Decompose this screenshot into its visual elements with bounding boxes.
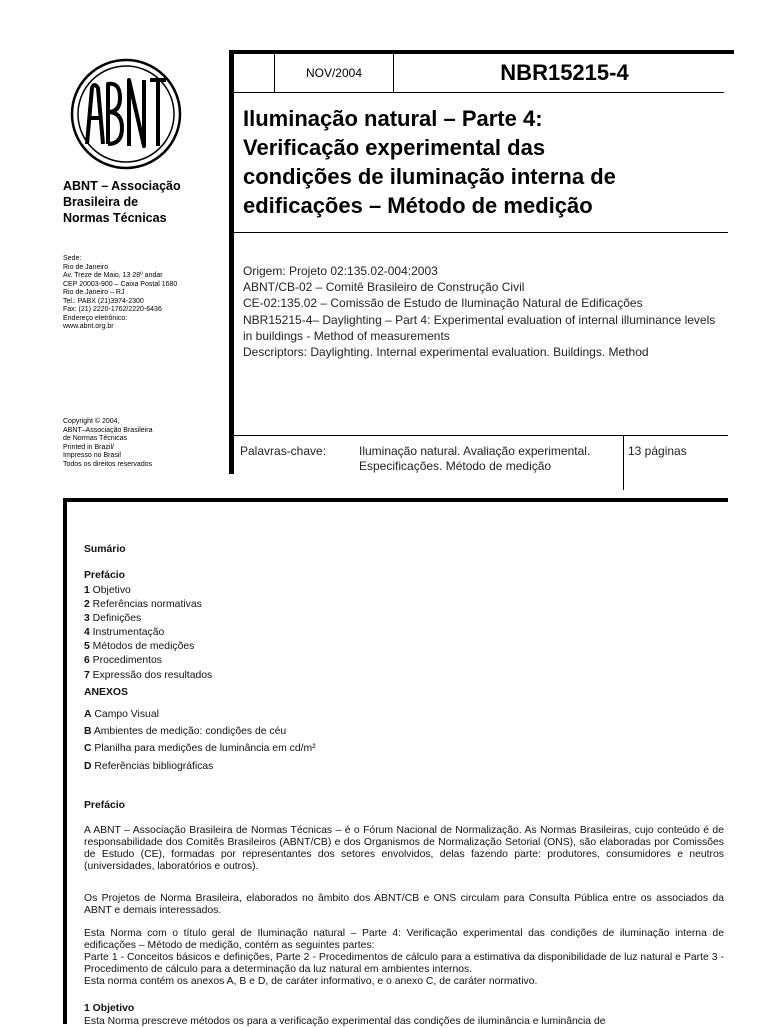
summary-title: Sumário bbox=[84, 544, 126, 555]
toc-item[interactable]: 6 Procedimentos bbox=[84, 655, 162, 667]
body-top-rule bbox=[63, 498, 728, 502]
title-line: Iluminação natural – Parte 4: bbox=[243, 106, 543, 131]
toc-item[interactable]: 2 Referências normativas bbox=[84, 599, 202, 611]
title-line: condições de iluminação interna de bbox=[243, 164, 616, 189]
copyright-line: ABNT–Associação Brasileira bbox=[63, 426, 153, 434]
annex-item[interactable]: A Campo Visual bbox=[84, 709, 159, 720]
document-title bbox=[243, 104, 713, 220]
toc-preface[interactable]: Prefácio bbox=[84, 570, 126, 581]
objective-heading: 1 Objetivo bbox=[84, 1003, 135, 1014]
annexes-list bbox=[84, 706, 724, 775]
paragraph-line: Esta norma contém os anexos A, B e D, de caráter informativo, e o anexo C, de caráter normativo. bbox=[84, 976, 538, 987]
org-name-line: ABNT – Associação bbox=[63, 179, 181, 193]
origin-line: ABNT/CB-02 – Comitê Brasileiro de Construção Civil bbox=[243, 280, 525, 295]
copyright-notice bbox=[63, 418, 233, 469]
copyright-line: Printed in Brazil/ bbox=[63, 443, 114, 451]
keywords-value: Iluminação natural. Avaliação experimental. Especificações. Método de medição bbox=[359, 444, 591, 473]
copyright-line: Todos os direitos reservados bbox=[63, 460, 153, 468]
header-left-rule bbox=[229, 50, 234, 474]
origin-line: Origem: Projeto 02:135.02-004:2003 bbox=[243, 264, 438, 278]
toc-item[interactable]: 1 Objetivo bbox=[84, 585, 131, 596]
address-line: CEP 20003-900 – Caixa Postal 1680 bbox=[63, 280, 178, 288]
origin-line: CE-02:135.02 – Comissão de Estudo de Iluminação Natural de Edificações bbox=[243, 296, 643, 311]
standard-number: NBR15215-4 bbox=[500, 60, 629, 85]
address-line: Tel.: PABX (21)3974-2300 bbox=[63, 297, 144, 305]
preface-paragraph: A ABNT – Associação Brasileira de Normas Técnicas – é o Fórum Nacional de Normalização. As Normas Brasileiras, cujo conteúdo é de responsabilidade dos Comitês Brasileiros (ABNT/CB) e dos Organismos de Normalização Setorial (ONS), são elaboradas por Comissões de Estudo (CE), formadas por representantes dos setores envolvidos, delas fazendo parte: produtores, consumidores e neutros (universidades, laboratórios e outros). bbox=[84, 825, 724, 872]
address-line: Fax: (21) 2220-1762/2220-6436 bbox=[63, 306, 162, 313]
toc-item[interactable]: 4 Instrumentação bbox=[84, 627, 165, 639]
address-line: Sede: bbox=[63, 255, 82, 262]
annex-item[interactable]: D Referências bibliográficas bbox=[84, 760, 214, 772]
org-name bbox=[63, 178, 223, 226]
publication-date: NOV/2004 bbox=[274, 54, 394, 92]
preface-heading: Prefácio bbox=[84, 800, 126, 811]
paragraph-line: Parte 1 - Conceitos básicos e definições, Parte 2 - Procedimentos de cálculo para a estimativa da disponibilidade de luz natural e Parte 3 - Procedimento de cálculo para a determinação da luz natural em ambientes internos. bbox=[84, 952, 724, 975]
table-of-contents bbox=[84, 584, 724, 683]
copyright-line: Impresso no Brasil bbox=[63, 452, 121, 459]
toc-item[interactable]: 7 Expressão dos resultados bbox=[84, 669, 213, 681]
origin-block bbox=[243, 263, 723, 360]
objective-paragraph: Esta Norma prescreve métodos os para a verificação experimental das condições de iluminância e luminância de bbox=[84, 1016, 606, 1027]
english-title: NBR15215-4– Daylighting – Part 4: Experimental evaluation of internal illuminance levels in buildings - Method of measurements bbox=[243, 312, 716, 343]
body-left-rule bbox=[63, 498, 67, 1024]
divider bbox=[234, 435, 728, 436]
title-line: Verificação experimental das bbox=[243, 135, 546, 160]
annexes-title: ANEXOS bbox=[84, 687, 128, 698]
title-line: edificações – Método de medição bbox=[243, 193, 593, 218]
org-address bbox=[63, 255, 233, 332]
annex-item[interactable]: B Ambientes de medição: condições de céu bbox=[84, 726, 287, 738]
abnt-logo bbox=[70, 58, 182, 170]
keywords-label: Palavras-chave: bbox=[240, 444, 327, 458]
address-line: Rio de Janeiro – RJ bbox=[63, 289, 125, 296]
divider bbox=[623, 435, 624, 490]
paragraph-line: Esta Norma com o título geral de Iluminação natural – Parte 4: Verificação experimental das condições de iluminação interna de edificações – Método de medição, contém as seguintes partes: bbox=[84, 928, 724, 951]
copyright-line: de Normas Técnicas bbox=[63, 435, 128, 442]
address-line: Endereço eletrônico: bbox=[63, 314, 128, 322]
toc-item[interactable]: 3 Definições bbox=[84, 613, 142, 625]
descriptors: Descriptors: Daylighting. Internal experimental evaluation. Buildings. Method bbox=[243, 345, 649, 360]
address-line: Rio de Janeiro bbox=[63, 263, 109, 271]
page-count: 13 páginas bbox=[628, 444, 687, 458]
preface-paragraph: Os Projetos de Norma Brasileira, elaborados no âmbito dos ABNT/CB e ONS circulam para Consulta Pública entre os associados da ABNT e demais interessados. bbox=[84, 893, 724, 916]
copyright-line: Copyright © 2004, bbox=[63, 418, 120, 425]
preface-paragraph bbox=[84, 928, 724, 988]
website-link[interactable]: www.abnt.org.br bbox=[63, 323, 114, 330]
toc-item[interactable]: 5 Métodos de medições bbox=[84, 641, 195, 653]
annex-item[interactable]: C Planilha para medições de luminância em cd/m² bbox=[84, 743, 316, 755]
address-line: Av. Treze de Maio, 13 28º andar bbox=[63, 272, 163, 279]
org-name-line: Normas Técnicas bbox=[63, 211, 167, 225]
divider bbox=[234, 232, 728, 233]
org-name-line: Brasileira de bbox=[63, 195, 139, 209]
divider bbox=[234, 92, 724, 93]
